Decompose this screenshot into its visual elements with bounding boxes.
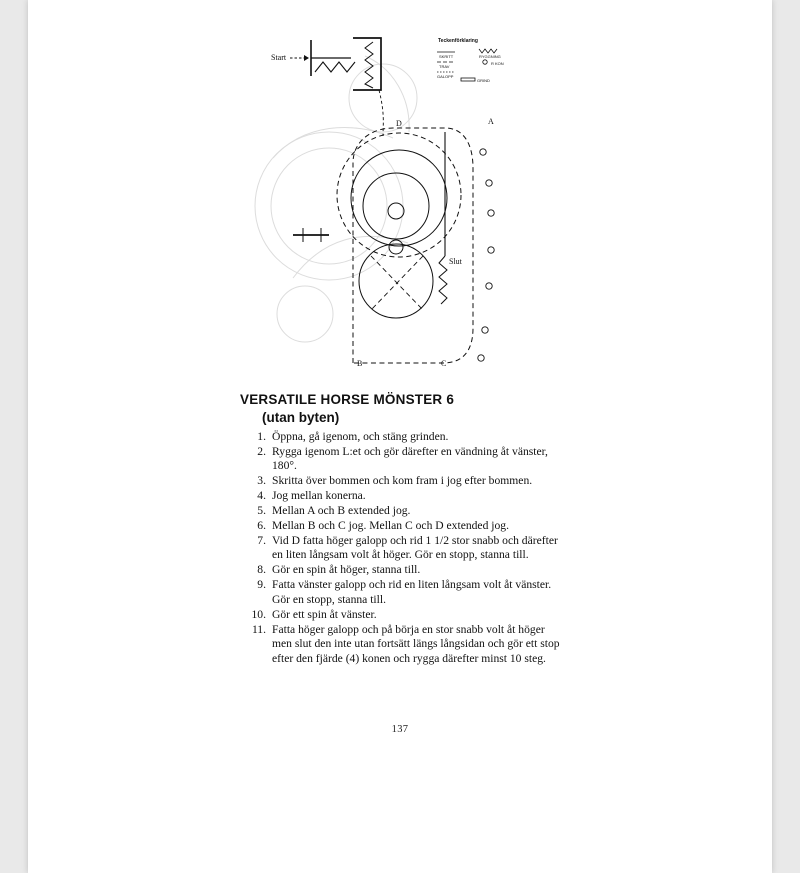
step-number: 11. bbox=[251, 622, 266, 636]
pattern-diagram bbox=[233, 28, 543, 388]
pattern-instructions bbox=[240, 392, 560, 667]
cone-4 bbox=[488, 247, 494, 253]
background-watermark bbox=[255, 56, 417, 342]
step-text: Gör ett spin åt vänster. bbox=[272, 607, 377, 621]
step-text: Gör en spin åt höger, stanna till. bbox=[272, 563, 421, 577]
ground-poles bbox=[293, 228, 329, 242]
lower-circle bbox=[359, 244, 433, 318]
list-item bbox=[240, 623, 560, 667]
slut-backup-zigzag bbox=[439, 256, 447, 304]
list-item bbox=[240, 489, 560, 504]
step-text: Fatta höger galopp och på börja en stor snabb volt åt höger men slut den inte utan fortsätt längs långsidan och gör ett stop efter den fjärde (4) konen och rygga därefter minst 10 steg. bbox=[272, 622, 560, 666]
marker-b: B bbox=[357, 359, 363, 368]
cone-6 bbox=[482, 327, 488, 333]
step-number: 2. bbox=[257, 444, 266, 458]
steps-list bbox=[240, 430, 560, 667]
step-number: 4. bbox=[257, 489, 266, 503]
start-arrow-head bbox=[304, 55, 309, 61]
list-item bbox=[240, 504, 560, 519]
list-item bbox=[240, 430, 560, 445]
step-text: Mellan B och C jog. Mellan C och D extended jog. bbox=[272, 518, 509, 532]
page-subtitle: (utan byten) bbox=[262, 409, 340, 425]
step-number: 7. bbox=[257, 533, 266, 547]
marker-d: D bbox=[396, 119, 402, 128]
cone-5 bbox=[486, 283, 492, 289]
document-page bbox=[28, 0, 772, 873]
pattern-path bbox=[337, 128, 473, 363]
page-number: 137 bbox=[391, 724, 409, 735]
step-text: Rygga igenom L:et och gör därefter en vändning åt vänster, 180°. bbox=[272, 444, 548, 473]
step-text: Fatta vänster galopp och rid en liten långsam volt åt vänster. Gör en stopp, stanna till. bbox=[272, 578, 552, 606]
list-item bbox=[240, 445, 560, 475]
legend-label-ryggning: RYGGNING bbox=[479, 54, 501, 59]
step-text: Mellan A och B extended jog. bbox=[272, 503, 411, 517]
spin-marker-right bbox=[388, 203, 404, 219]
legend-label-rkon: R KON bbox=[491, 61, 504, 66]
legend-label-skritt: SKRITT bbox=[439, 54, 454, 59]
marker-c: C bbox=[441, 359, 447, 368]
small-slow-circle-right bbox=[363, 173, 429, 239]
step-text: Skritta över bommen och kom fram i jog efter bommen. bbox=[272, 474, 533, 488]
step-number: 9. bbox=[257, 578, 266, 592]
large-slow-circle bbox=[351, 150, 447, 246]
list-item bbox=[240, 519, 560, 534]
cones bbox=[478, 149, 494, 361]
list-item bbox=[240, 578, 560, 608]
l-shape-zigzag bbox=[365, 42, 373, 88]
legend-line-ryggning bbox=[479, 49, 497, 53]
step-text: Vid D fatta höger galopp och rid 1 1/2 stor snabb och därefter en liten långsam volt åt höger. Gör en stopp, stanna till. bbox=[272, 533, 558, 562]
legend-title: Teckenförklaring bbox=[438, 38, 478, 44]
label-start: Start bbox=[271, 53, 287, 62]
step-number: 10. bbox=[251, 607, 266, 621]
cone-7 bbox=[478, 355, 484, 361]
page-title: VERSATILE HORSE MÖNSTER 6 bbox=[240, 392, 455, 407]
cone-1 bbox=[480, 149, 486, 155]
backup-zigzag bbox=[315, 62, 355, 72]
legend-label-galopp: GALOPP bbox=[437, 74, 454, 79]
list-item bbox=[240, 474, 560, 489]
list-item bbox=[240, 563, 560, 578]
step-text: Öppna, gå igenom, och stäng grinden. bbox=[272, 429, 449, 443]
cone-3 bbox=[488, 210, 494, 216]
step-text: Jog mellan konerna. bbox=[272, 489, 366, 503]
legend bbox=[433, 36, 505, 83]
pattern-diagram-svg bbox=[233, 28, 543, 388]
step-number: 1. bbox=[257, 429, 266, 443]
page-content bbox=[28, 0, 772, 873]
legend-label-grind: GRIND bbox=[477, 78, 490, 83]
step-number: 5. bbox=[257, 503, 266, 517]
list-item bbox=[240, 534, 560, 564]
start-gate-group bbox=[271, 38, 383, 136]
step-number: 6. bbox=[257, 518, 266, 532]
step-number: 3. bbox=[257, 474, 266, 488]
cone-2 bbox=[486, 180, 492, 186]
list-item bbox=[240, 608, 560, 623]
label-slut: Slut bbox=[449, 257, 462, 266]
legend-label-trav: TRAV bbox=[439, 64, 450, 69]
marker-a: A bbox=[488, 117, 494, 126]
legend-icon-kon bbox=[483, 60, 487, 64]
step-number: 8. bbox=[257, 563, 266, 577]
